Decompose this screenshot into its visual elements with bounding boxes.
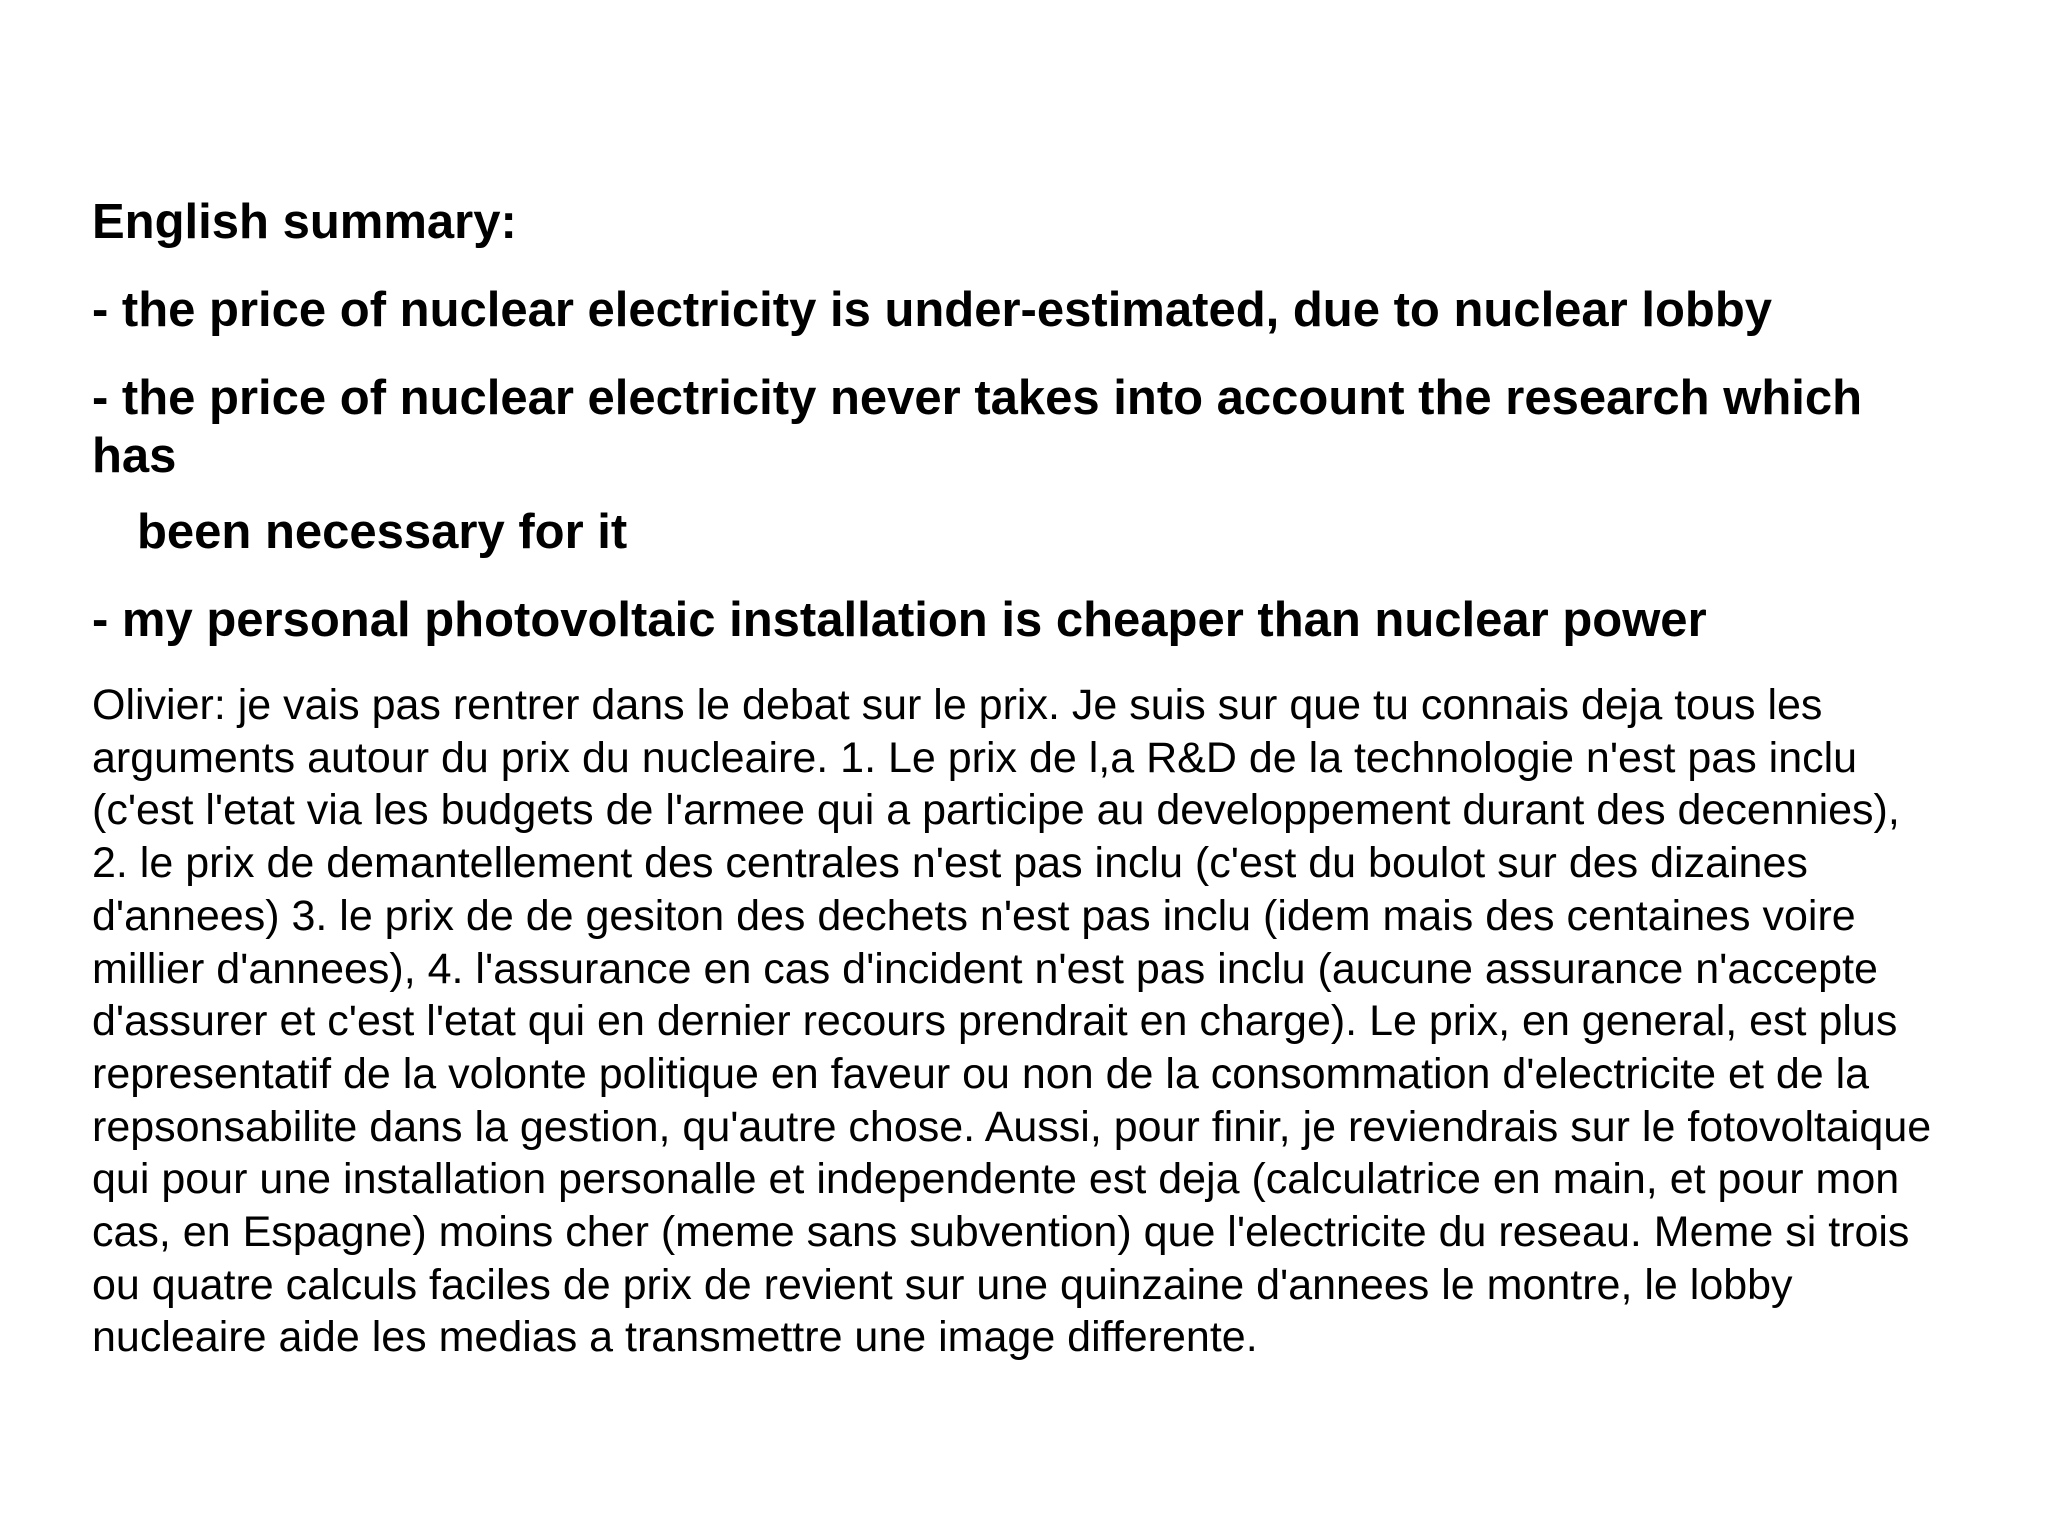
slide-content [92, 193, 1952, 1364]
summary-heading: English summary: [92, 195, 517, 249]
summary-bullet-research-cost-continued: been necessary for it [137, 505, 628, 559]
summary-bullet-photovoltaic: - my personal photovoltaic installation is cheaper than nuclear power [92, 593, 1707, 647]
summary-bullet-research-cost: - the price of nuclear electricity never takes into account the research which has [92, 371, 1863, 483]
french-comment-paragraph: Olivier: je vais pas rentrer dans le debat sur le prix. Je suis sur que tu connais deja tous les arguments autour du prix du nucleaire. 1. Le prix de l,a R&D de la technologie n'est pas inclu (c'est l'etat via les budgets de l'armee qui a participe au developpement durant des decennies), 2. le prix de demantellement des centrales n'est pas inclu (c'est du boulot sur des dizaines d'annees) 3. le prix de de gesiton des dechets n'est pas inclu (idem mais des centaines voire millier d'annees), 4. l'assurance en cas d'incident n'est pas inclu (aucune assurance n'accepte d'assurer et c'est l'etat qui en dernier recours prendrait en charge). Le prix, en general, est plus representatif de la volonte politique en faveur ou non de la consommation d'electricite et de la repsonsabilite dans la gestion, qu'autre chose. Aussi, pour finir, je reviendrais sur le fotovoltaique qui pour une installation personalle et independente est deja (calculatrice en main, et pour mon cas, en Espagne) moins cher (meme sans subvention) que l'electricite du reseau. Meme si trois ou quatre calculs faciles de prix de revient sur une quinzaine d'annees le montre, le lobby nucleaire aide les medias a transmettre une image differente. [92, 681, 1932, 1362]
summary-bullet-price-underestimated: - the price of nuclear electricity is under-estimated, due to nuclear lobby [92, 283, 1773, 337]
